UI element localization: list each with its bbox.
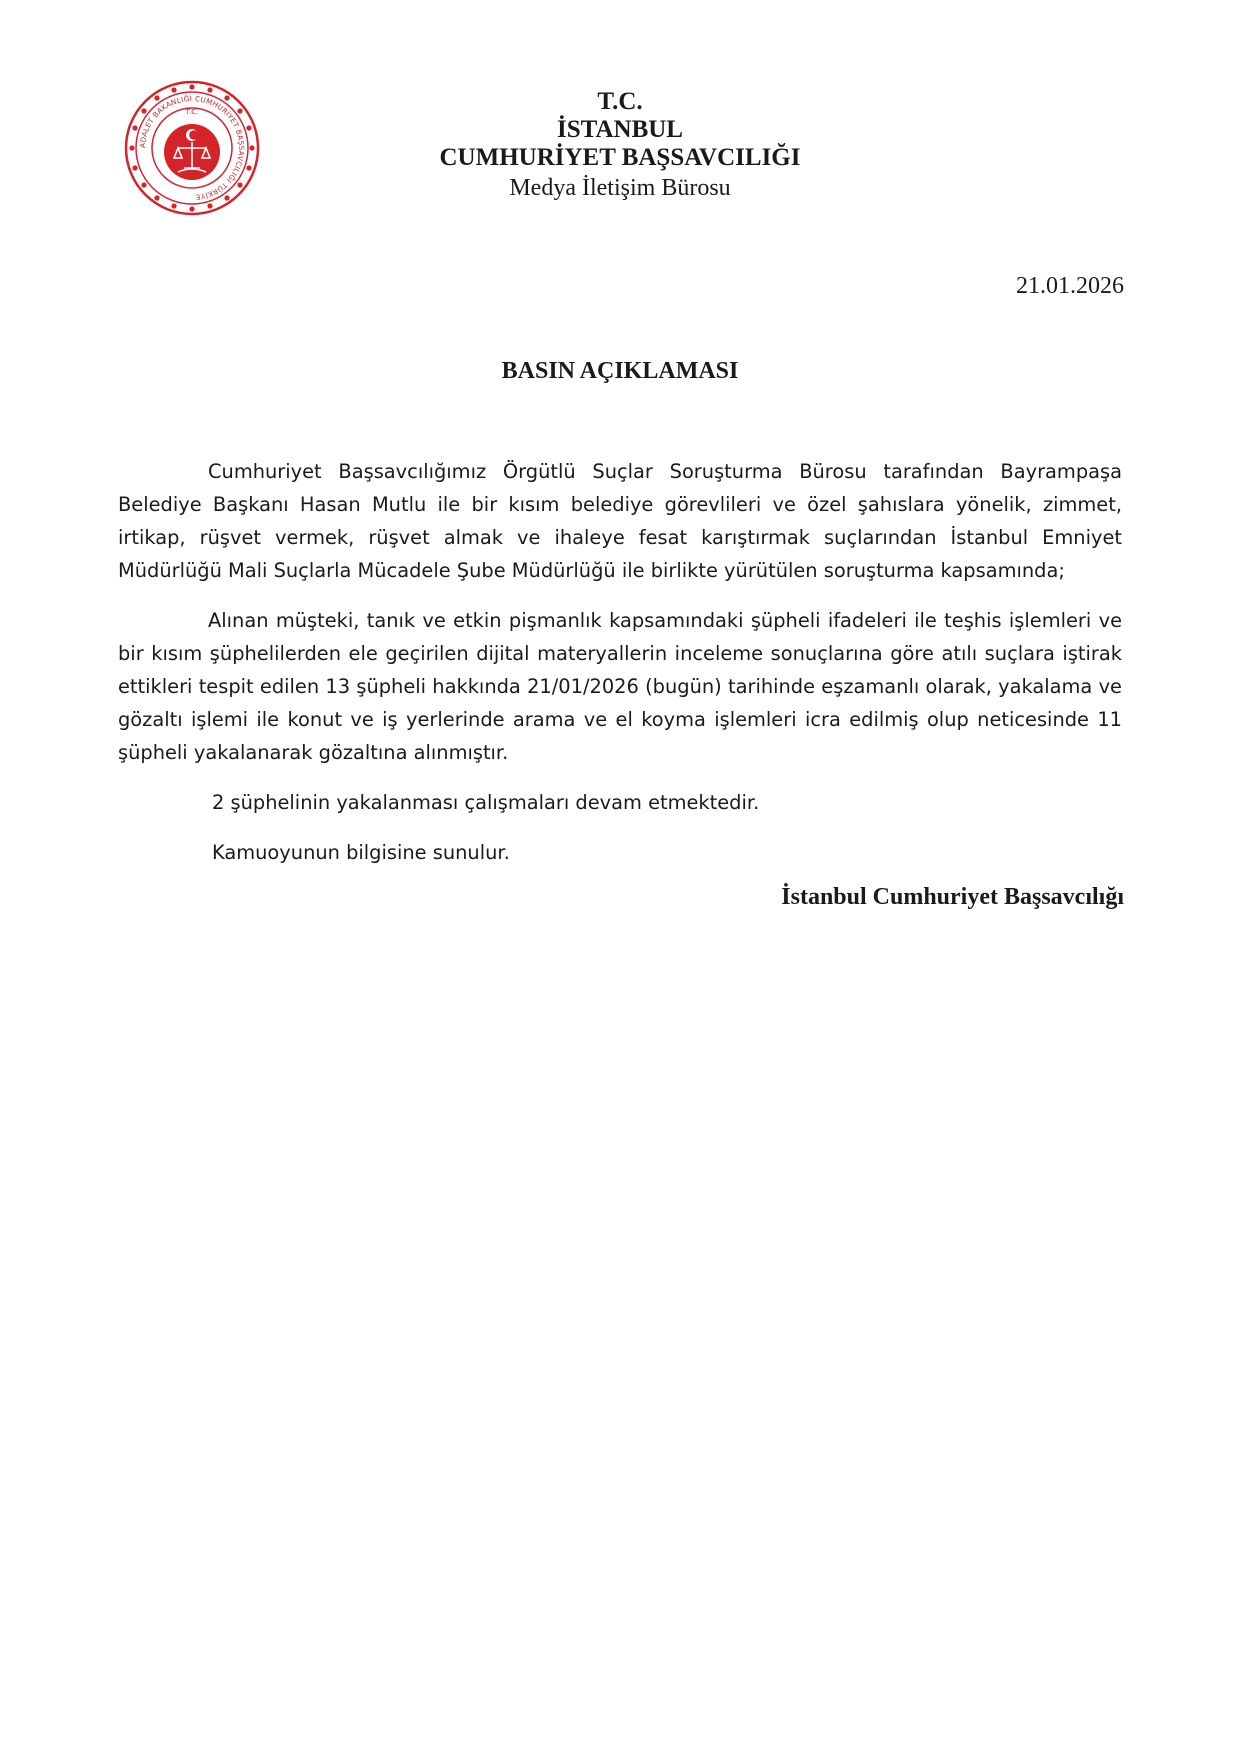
seal-ring-text: ADALET BAKANLIĞI CUMHURİYET BAŞSAVCILIĞI TÜRKİYE (137, 93, 247, 202)
document-date: 21.01.2026 (1016, 273, 1124, 299)
paragraph: Alınan müşteki, tanık ve etkin pişmanlık kapsamındaki şüpheli ifadeleri ile teşhis işlemleri ve bir kısım şüphelilerden ele geçirilen dijital materyallerin inceleme sonuçlarına göre atılı suçlara iştirak ettikleri tespit edilen 13 şüpheli hakkında 21/01/2026 (bugün) tarihinde eşzamanlı olarak, yakalama ve gözaltı işlemi ile konut ve iş yerlerinde arama ve el koyma işlemleri icra edilmiş olup neticesinde 11 şüpheli yakalanarak gözaltına alınmıştır. (118, 609, 1122, 764)
header-line-bureau: Medya İletişim Bürosu (509, 175, 731, 201)
paragraph: 2 şüphelinin yakalanması çalışmaları devam etmektedir. (212, 791, 760, 814)
paragraph: Kamuoyunun bilgisine sunulur. (212, 841, 510, 864)
seal-top-text: T.C. (185, 108, 199, 116)
paragraph: Cumhuriyet Başsavcılığımız Örgütlü Suçlar Soruşturma Bürosu tarafından Bayrampaşa Belediye Başkanı Hasan Mutlu ile bir kısım belediye görevlileri ve özel şahıslara yönelik, zimmet, irtikap, rüşvet vermek, rüşvet almak ve ihaleye fesat karıştırmak suçlarından İstanbul Emniyet Müdürlüğü Mali Suçlarla Mücadele Şube Müdürlüğü ile birlikte yürütülen soruşturma kapsamında; (118, 460, 1122, 582)
header-line-tc: T.C. (597, 88, 643, 115)
document-body (118, 455, 1122, 886)
prosecutor-office-seal (124, 80, 260, 216)
document-title: BASIN AÇIKLAMASI (501, 358, 739, 384)
header-line-office: CUMHURİYET BAŞSAVCILIĞI (439, 144, 801, 171)
header-line-city: İSTANBUL (557, 116, 683, 143)
letterhead (420, 88, 820, 203)
signature-block: İstanbul Cumhuriyet Başsavcılığı (781, 884, 1124, 910)
